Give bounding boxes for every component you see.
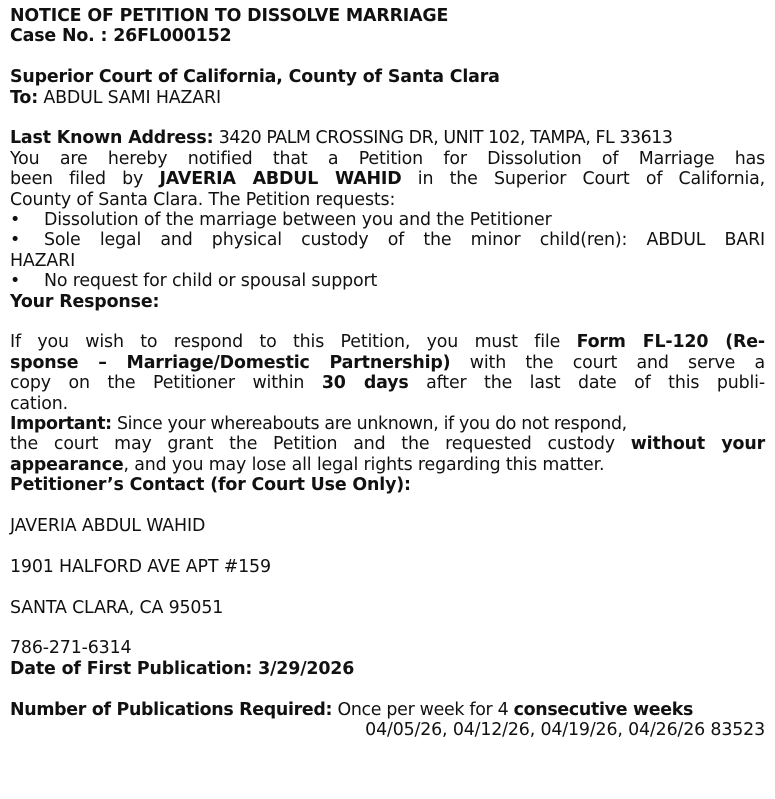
- petitioner-name: JAVERIA ABDUL WAHID: [10, 516, 206, 537]
- form-name-cont: sponse – Marriage/Domestic Partnership): [10, 352, 451, 373]
- response-line-2: sponse – Marriage/Domestic Partnership) with the court and serve a: [10, 352, 765, 373]
- request-item: [10, 210, 765, 230]
- intro-line-2: been filed by JAVERIA ABDUL WAHID in the Superior Court of California,: [10, 169, 766, 190]
- petitioner-phone: 786-271-6314: [10, 638, 132, 659]
- request-item: [10, 230, 765, 250]
- court-name: Superior Court of California, County of Santa Clara: [10, 67, 500, 88]
- case-label: Case No. :: [10, 26, 108, 47]
- important-line-1: Important: Since your whereabouts are unknown, if you do not respond,: [10, 414, 627, 435]
- spacer: [10, 618, 765, 638]
- to-line: [10, 88, 765, 108]
- case-number: 26FL000152: [113, 26, 232, 47]
- to-label: To:: [10, 87, 39, 108]
- request-text: No request for child or spousal support: [44, 271, 378, 292]
- respondent-name: ABDUL SAMI HAZARI: [43, 87, 221, 108]
- spacer: [10, 537, 765, 557]
- spacer: [10, 577, 765, 597]
- publications-label: Number of Publications Required:: [10, 699, 333, 720]
- form-name: Form FL-120 (Re-: [576, 332, 765, 353]
- bullet-icon: •: [10, 210, 21, 231]
- publication-dates: 04/05/26, 04/12/26, 04/19/26, 04/26/26 83523: [365, 720, 765, 741]
- bullet-icon: •: [10, 230, 21, 251]
- respondent-address: 3420 PALM CROSSING DR, UNIT 102, TAMPA, FL 33613: [218, 128, 673, 149]
- your-response-heading: Your Response:: [10, 291, 160, 312]
- spacer: [10, 679, 765, 699]
- request-text: Dissolution of the marriage between you and the Petitioner: [44, 210, 552, 231]
- case-number-line: [10, 26, 765, 46]
- response-line-1: If you wish to respond to this Petition, you must file Form FL-120 (Re-: [10, 332, 765, 353]
- publications-required-line: Number of Publications Required: Once per week for 4 consecutive weeks: [10, 699, 694, 720]
- address-line: [10, 128, 765, 148]
- first-publication-date: Date of First Publication: 3/29/2026: [10, 658, 355, 679]
- response-line-4: cation.: [10, 393, 69, 414]
- petitioner-contact-heading: Petitioner’s Contact (for Court Use Only):: [10, 475, 411, 496]
- spacer: [10, 47, 765, 67]
- spacer: [10, 312, 765, 332]
- response-line-3: copy on the Petitioner within 30 days after the last date of this publi-: [10, 373, 765, 394]
- address-label: Last Known Address:: [10, 128, 214, 149]
- petitioner-city: SANTA CLARA, CA 95051: [10, 597, 224, 618]
- request-text: Sole legal and physical custody of the minor child(ren): ABDUL BARI: [44, 230, 765, 251]
- petitioner-name-inline: JAVERIA ABDUL WAHID: [159, 169, 402, 190]
- spacer: [10, 496, 765, 516]
- intro-line-1: You are hereby notified that a Petition for Dissolution of Marriage has: [10, 148, 765, 169]
- spacer: [10, 108, 765, 128]
- important-line-3: appearance, and you may lose all legal rights regarding this matter.: [10, 454, 605, 475]
- important-label: Important:: [10, 414, 112, 435]
- intro-line-3: County of Santa Clara. The Petition requests:: [10, 189, 396, 210]
- deadline-days: 30 days: [321, 373, 409, 394]
- bullet-icon: •: [10, 271, 21, 292]
- important-line-2: the court may grant the Petition and the requested custody without your: [10, 434, 766, 455]
- request-item: [10, 271, 765, 291]
- notice-title: NOTICE OF PETITION TO DISSOLVE MARRIAGE: [10, 6, 449, 26]
- request-text-continued: HAZARI: [10, 250, 76, 271]
- petitioner-street: 1901 HALFORD AVE APT #159: [10, 556, 271, 577]
